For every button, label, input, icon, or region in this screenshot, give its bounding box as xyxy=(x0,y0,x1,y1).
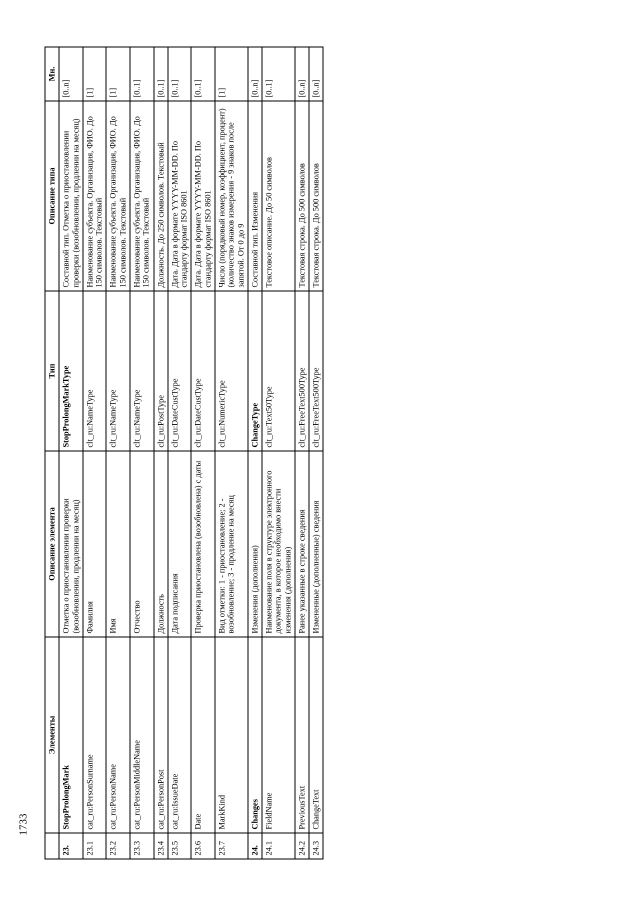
row-element-name: StopProlongMark xyxy=(59,637,83,833)
row-element-name: Date xyxy=(191,637,215,833)
row-multiplicity: [0..1] xyxy=(191,47,215,101)
row-element-description: Ранее указанные в строке сведения xyxy=(294,451,308,637)
row-element-name: cat_ru:PersonSurname xyxy=(82,637,106,833)
row-multiplicity: [0..1] xyxy=(129,47,153,101)
row-element-description: Отметка о приостановлении проверки (возобновлении, продлении на месяц) xyxy=(59,451,83,637)
row-multiplicity: [0..n] xyxy=(294,47,308,101)
row-multiplicity: [0..n] xyxy=(309,47,323,101)
row-number: 23.1 xyxy=(82,833,106,859)
column-header-type-description: Описание типа xyxy=(45,101,59,291)
row-type-description: Наименование субъекта. Организация, ФИО. До 150 символов. Текстовый xyxy=(106,101,130,291)
page-number: 1733 xyxy=(18,812,29,835)
column-header-multiplicity: Мн. xyxy=(45,47,59,101)
row-element-name: cat_ru:IssueDate xyxy=(167,637,191,833)
row-multiplicity: [0..1] xyxy=(167,47,191,101)
table-header-row xyxy=(45,47,59,859)
row-type: clt_ru:NumericType xyxy=(214,291,247,451)
row-multiplicity: [0..n] xyxy=(59,47,83,101)
row-element-name: cat_ru:PersonMiddleName xyxy=(129,637,153,833)
row-element-description: Дата подписания xyxy=(167,451,191,637)
row-type-description: Число (порядковый номер, коэффициент, процент) (количество знаков измерения - 9 знаков после запятой. От 0 до 9 xyxy=(214,101,247,291)
row-number: 23.7 xyxy=(214,833,247,859)
row-number: 23. xyxy=(59,833,83,859)
column-header-element-description: Описание элемента xyxy=(45,451,59,637)
column-header-type: Тип xyxy=(45,291,59,451)
row-number: 24.2 xyxy=(294,833,308,859)
row-number: 23.4 xyxy=(153,833,167,859)
row-element-description: Изменения (дополнения) xyxy=(247,451,261,637)
specification-table xyxy=(44,46,323,859)
row-element-description: Должность xyxy=(153,451,167,637)
row-number: 23.6 xyxy=(191,833,215,859)
row-number: 24.3 xyxy=(309,833,323,859)
row-element-name: FieldName xyxy=(262,637,295,833)
row-type: clt_ru:NameType xyxy=(129,291,153,451)
row-type: clt_ru:FreeText500Type xyxy=(294,291,308,451)
row-type-description: Текстовая строка. До 500 символов xyxy=(309,101,323,291)
row-type-description: Текстовая строка. До 500 символов xyxy=(294,101,308,291)
row-multiplicity: [0..1] xyxy=(153,47,167,101)
row-element-name: ChangeText xyxy=(309,637,323,833)
row-number: 24. xyxy=(247,833,261,859)
table-row xyxy=(294,47,308,859)
specification-table-area xyxy=(44,47,323,859)
row-element-name: Changes xyxy=(247,637,261,833)
row-element-name: cat_ru:PersonName xyxy=(106,637,130,833)
row-multiplicity: [1] xyxy=(214,47,247,101)
row-multiplicity: [1] xyxy=(106,47,130,101)
row-type-description: Составной тип. Изменения xyxy=(247,101,261,291)
table-row xyxy=(262,47,295,859)
row-element-name: MarkKind xyxy=(214,637,247,833)
table-body xyxy=(59,47,323,859)
row-multiplicity: [0..n] xyxy=(247,47,261,101)
table-row xyxy=(82,47,106,859)
row-multiplicity: [1] xyxy=(82,47,106,101)
row-type: StopProlongMarkType xyxy=(59,291,83,451)
table-row xyxy=(214,47,247,859)
row-number: 24.1 xyxy=(262,833,295,859)
row-type: clt_ru:NameType xyxy=(82,291,106,451)
row-element-description: Фамилия xyxy=(82,451,106,637)
row-type-description: Дата. Дата в формате YYYY-MM-DD. По стандарту формат ISO 8601 xyxy=(167,101,191,291)
row-type-description: Текстовое описание. До 50 символов xyxy=(262,101,295,291)
table-row xyxy=(129,47,153,859)
row-type-description: Должность. До 250 символов. Текстовый xyxy=(153,101,167,291)
table-row xyxy=(59,47,83,859)
row-element-description: Наименование поля в структуре электронного документа, в которое необходимо внести изменения (дополнения) xyxy=(262,451,295,637)
table-row xyxy=(153,47,167,859)
table-row xyxy=(106,47,130,859)
row-type: clt_ru:PostType xyxy=(153,291,167,451)
row-type: clt_ru:FreeText500Type xyxy=(309,291,323,451)
row-element-description: Измененные (дополненные) сведения xyxy=(309,451,323,637)
row-element-description: Проверка приостановлена (возобновлена) с даты xyxy=(191,451,215,637)
row-element-description: Отчество xyxy=(129,451,153,637)
row-type: clt_ru:NameType xyxy=(106,291,130,451)
row-type-description: Дата. Дата в формате YYYY-MM-DD. По стандарту формат ISO 8601 xyxy=(191,101,215,291)
row-type-description: Наименование субъекта. Организация, ФИО. До 150 символов. Текстовый xyxy=(129,101,153,291)
table-row xyxy=(247,47,261,859)
column-header-num xyxy=(45,833,59,859)
row-element-name: cat_ru:PersonPost xyxy=(153,637,167,833)
row-element-name: PreviousText xyxy=(294,637,308,833)
row-number: 23.3 xyxy=(129,833,153,859)
row-type: ChangeType xyxy=(247,291,261,451)
row-number: 23.5 xyxy=(167,833,191,859)
row-number: 23.2 xyxy=(106,833,130,859)
table-row xyxy=(309,47,323,859)
row-type: clt_ru:DateCustType xyxy=(191,291,215,451)
row-multiplicity: [0..1] xyxy=(262,47,295,101)
row-element-description: Имя xyxy=(106,451,130,637)
column-header-element: Элементы xyxy=(45,637,59,833)
row-element-description: Вид отметки: 1 - приостановление; 2 - возобновление; 3 - продление на месяц xyxy=(214,451,247,637)
row-type: clt_ru:Text50Type xyxy=(262,291,295,451)
table-row xyxy=(191,47,215,859)
row-type-description: Составной тип. Отметка о приостановлении проверки (возобновлении, продлении на месяц) xyxy=(59,101,83,291)
row-type-description: Наименование субъекта. Организация, ФИО. До 150 символов. Текстовый xyxy=(82,101,106,291)
table-row xyxy=(167,47,191,859)
row-type: clt_ru:DateCustType xyxy=(167,291,191,451)
